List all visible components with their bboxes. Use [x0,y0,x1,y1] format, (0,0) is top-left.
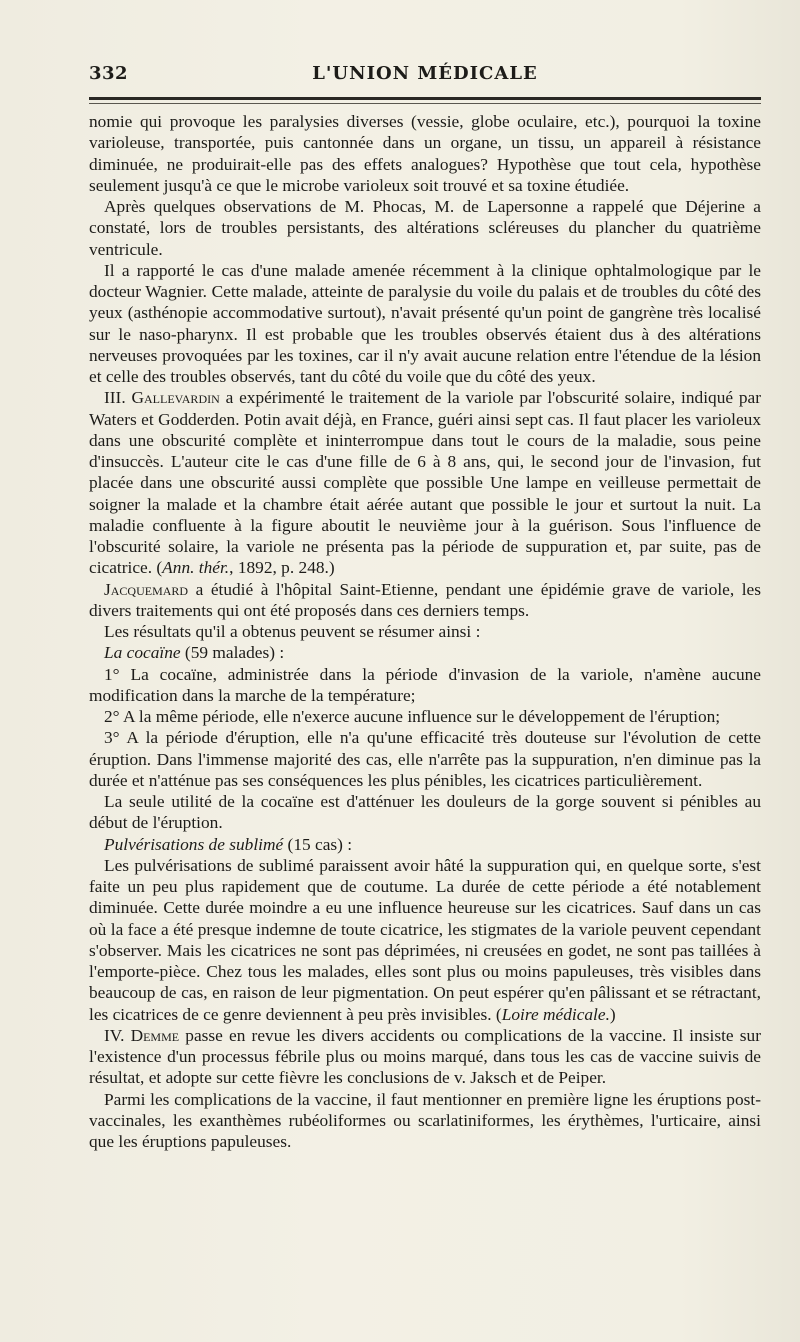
text-run: Les résultats qu'il a obtenus peuvent se résumer ainsi : [104,622,481,641]
text-run: nomie qui provoque les paralysies diverses (vessie, globe oculaire, etc.), pourquoi la toxine varioleuse, transportée, puis cantonnée dans un organe, un tissu, un appareil à résistance diminuée, ne produirait-elle pas des effets analogues? Hypothèse que tout cela, hypothèse seulement jusqu'à ce que le microbe varioleux soit trouvé et sa toxine étudiée. [89,112,761,195]
paragraph [89,621,761,642]
text-run: (15 cas) : [283,834,353,854]
page-header [89,60,761,96]
text-run: Après quelques observations de M. Phocas, M. de Lapersonne a rappelé que Déjerine a constaté, lors de troubles persistants, des altérations scléreuses du plancher du quatrième ventricule. [89,197,761,259]
text-run: Parmi les complications de la vaccine, il faut mentionner en première ligne les éruptions post-vaccinales, les exanthèmes rubéoliformes ou scarlatiniformes, les érythèmes, l'urticaire, ainsi que les éruptions papuleuses. [89,1089,761,1151]
header-rule [89,97,761,100]
text-run: (59 malades) : [180,643,285,663]
paragraph [89,855,761,1025]
paragraph [89,579,761,622]
paragraph [89,196,761,260]
paragraph [89,260,761,388]
paragraph [89,706,761,727]
text-run: 3° A la période d'éruption, elle n'a qu'une efficacité très douteuse sur l'évolution de cette éruption. Dans l'immense majorité des cas, elle n'arrête pas la suppuration, n'en diminue pas la durée et n'atténue pas ses conséquences les plus pénibles, les cicatrices particulièrement. [89,728,761,790]
author-name: Gallevardin [131,388,220,408]
paragraph [89,111,761,196]
running-title: L'UNION MÉDICALE [312,63,538,84]
text-run: , 1892, p. 248.) [229,558,335,578]
italic-text: Pulvérisations de sublimé [104,834,284,854]
body-text [89,111,761,1152]
text-run: passe en revue les divers accidents ou complications de la vaccine. Il insiste sur l'existence d'un processus fébrile plus ou moins marqué, dans tous les cas de vaccine suivis de résultat, et adopte sur cette fièvre les conclusions de v. Jaksch et de Peiper. [89,1025,761,1088]
header-rule-thin [89,103,761,104]
italic-text: La cocaïne [104,643,181,663]
paragraph [89,834,761,855]
text-run: Les pulvérisations de sublimé paraissent avoir hâté la suppuration qui, en quelque sorte, s'est faite un peu plus rapidement que de coutume. La durée de cette période a été notablement diminuée. Cette durée moindre a eu une influence heureuse sur les cicatrices. Sauf dans un cas où la face a été presque indemne de toute cicatrice, les stigmates de la variole peuvent cependant s'observer. Mais les cicatrices ne sont pas déprimées, ni creusées en godet, ne sont pas taillées à l'emporte-pièce. Chez tous les malades, elles sont plus ou moins papuleuses, très visibles dans beaucoup de cas, en raison de leur pigmentation. On peut espérer qu'en pâlissant et se rétractant, les cicatrices de ce genre deviennent à peu près invisibles. ( [89,855,761,1024]
text-run: III. [104,388,132,408]
paragraph [89,791,761,834]
text-run: IV. [104,1025,131,1045]
italic-text: Ann. thér. [162,558,230,578]
paragraph [89,727,761,791]
paragraph [89,664,761,707]
page-number: 332 [89,63,129,84]
text-run: ) [609,1004,616,1024]
text-run: 2° A la même période, elle n'exerce aucune influence sur le développement de l'éruption; [104,707,721,726]
italic-text: Loire médicale. [501,1004,610,1024]
text-run: Il a rapporté le cas d'une malade amenée récemment à la clinique ophtalmologique par le docteur Wagnier. Cette malade, atteinte de paralysie du voile du palais et de troubles du côté des yeux (asthénopie accommodative surtout), n'avait présenté qu'un point de gangrène très localisé sur le naso-pharynx. Il est probable que les troubles observés étaient dus à des altérations nerveuses provoquées par les toxines, car il n'y avait aucune relation entre l'étendue de la lésion et celle des troubles observés, tant du côté du voile que du côté des yeux. [89,260,761,386]
text-run: La seule utilité de la cocaïne est d'atténuer les douleurs de la gorge souvent si pénibles au début de l'éruption. [89,792,761,833]
paragraph [89,1089,761,1153]
text-run: a étudié à l'hôpital Saint-Etienne, pendant une épidémie grave de variole, les divers traitements qui ont été proposés dans ces derniers temps. [89,579,761,620]
paragraph [89,1025,761,1089]
author-name: Jacquemard [104,579,189,599]
text-run: 1° La cocaïne, administrée dans la période d'invasion de la variole, n'amène aucune modification dans la marche de la température; [89,664,761,705]
paragraph [89,642,761,663]
text-run: a expérimenté le traitement de la variole par l'obscurité solaire, indiqué par Waters et Godderden. Potin avait déjà, en France, guéri ainsi sept cas. Il faut placer les varioleux dans une obscurité complète et ininterrompue dans tout le cours de la maladie, sous peine d'insuccès. L'auteur cite le cas d'une fille de 6 à 8 ans, qui, le second jour de l'invasion, fut placée dans une obscurité aussi complète que possible Une lampe en veilleuse permettait de soigner la malade et la chambre était aérée autant que possible le jour et surtout la nuit. La maladie confluente à la figure aboutit le neuvième jour à la guérison. Sous l'influence de l'obscurité solaire, la variole ne présenta pas la période de suppuration et, par suite, pas de cicatrice. ( [89,388,762,578]
paragraph [89,387,761,578]
author-name: Demme [130,1025,180,1045]
